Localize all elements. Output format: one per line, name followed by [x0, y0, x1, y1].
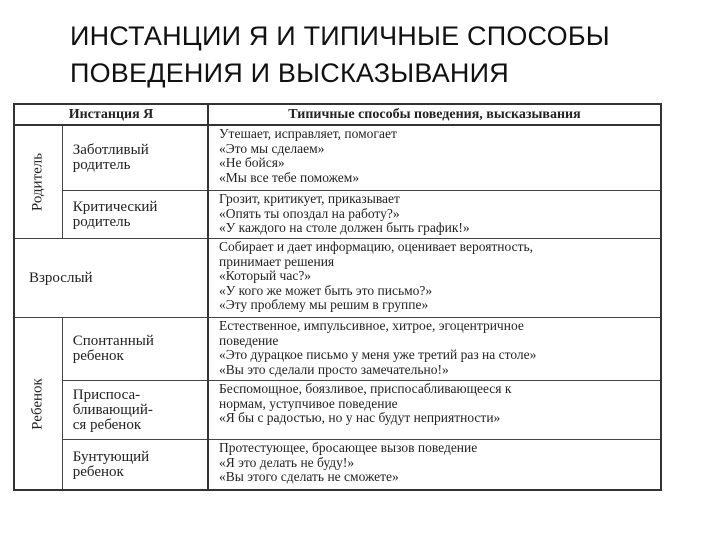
- behavior-line: «У каждого на столе должен быть график!»: [219, 221, 470, 235]
- slide-title-line-2: ПОВЕДЕНИЯ И ВЫСКАЗЫВАНИЯ: [70, 58, 509, 88]
- behavior-line: «Вы это сделали просто замечательно!»: [219, 362, 449, 377]
- instance-label-line: ся ребенок: [72, 416, 142, 433]
- slide-title: [70, 18, 710, 92]
- behavior-line: Утешает, исправляет, помогает: [219, 127, 397, 141]
- header-behavior: Типичные способы поведения, высказывания: [208, 104, 661, 125]
- table-row: [14, 381, 661, 440]
- behavior-line: «Это дурацкое письмо у меня уже третий раз на столе»: [219, 348, 537, 362]
- instance-label-line: Спонтанный: [72, 333, 154, 349]
- behavior-line: «Мы все тебе поможем»: [219, 170, 360, 185]
- behavior-line: Грозит, критикует, приказывает: [219, 192, 400, 206]
- behavior-line: «Вы этого сделать не сможете»: [219, 470, 399, 484]
- instance-label-line: ребенок: [72, 348, 124, 364]
- behavior-line: «Эту проблему мы решим в группе»: [219, 298, 429, 312]
- group-parent-label: Родитель: [29, 152, 46, 212]
- instance-label-line: Заботливый: [72, 142, 149, 158]
- instance-label-line: ребенок: [72, 463, 124, 480]
- behavior-cell: [208, 191, 661, 239]
- behavior-line: поведение: [219, 333, 279, 348]
- behavior-cell: [208, 440, 661, 491]
- behavior-line: Протестующее, бросающее вызов поведение: [219, 441, 478, 455]
- instance-label-line: родитель: [72, 213, 131, 230]
- instance-label-line: бливающий-: [72, 401, 153, 418]
- instance-label-line: родитель: [72, 157, 131, 173]
- behavior-line: «Опять ты опоздал на работу?»: [219, 206, 400, 221]
- behavior-line: принимает решения: [219, 254, 335, 269]
- instance-label-line: Приспоса-: [72, 386, 141, 403]
- behavior-line: Собирает и дает информацию, оценивает вероятность,: [219, 240, 534, 254]
- behavior-cell: [208, 318, 661, 381]
- table-row: [14, 318, 661, 381]
- group-child-label: Ребенок: [29, 377, 46, 430]
- behavior-line: нормам, уступчивое поведение: [219, 396, 398, 411]
- table-row: [14, 125, 661, 191]
- behavior-cell: [208, 125, 661, 191]
- behavior-cell: [208, 381, 661, 440]
- instance-label-line: Бунтующий: [72, 448, 150, 465]
- instance-cell: [62, 125, 208, 191]
- behavior-line: «Я бы с радостью, но у нас будут неприятности»: [219, 411, 501, 425]
- behavior-line: «Это мы сделаем»: [219, 141, 325, 156]
- instance-cell: [62, 318, 208, 381]
- instance-cell: [62, 381, 208, 440]
- group-parent-cell: [14, 125, 62, 239]
- instance-cell: [62, 191, 208, 239]
- group-child-cell: [14, 318, 62, 491]
- table-row: [14, 440, 661, 491]
- table-row: [14, 191, 661, 239]
- behavior-line: «Я это делать не буду!»: [219, 455, 355, 470]
- table-header-row: [14, 104, 661, 125]
- instances-table: [13, 103, 662, 491]
- behavior-line: Естественное, импульсивное, хитрое, эгоцентричное: [219, 319, 524, 333]
- header-instance: Инстанция Я: [14, 104, 208, 125]
- behavior-line: Беспомощное, боязливое, приспосабливающееся к: [219, 382, 512, 396]
- slide-title-line-1: ИНСТАНЦИИ Я И ТИПИЧНЫЕ СПОСОБЫ: [70, 21, 610, 51]
- instance-label-line: Критический: [72, 198, 158, 215]
- behavior-line: «Который час?»: [219, 269, 312, 283]
- table-row: [14, 239, 661, 318]
- behavior-line: «Не бойся»: [219, 156, 285, 170]
- behavior-cell: [208, 239, 661, 318]
- group-adult-cell: Взрослый: [14, 239, 208, 318]
- instance-cell: [62, 440, 208, 491]
- behavior-line: «У кого же может быть это письмо?»: [219, 283, 433, 298]
